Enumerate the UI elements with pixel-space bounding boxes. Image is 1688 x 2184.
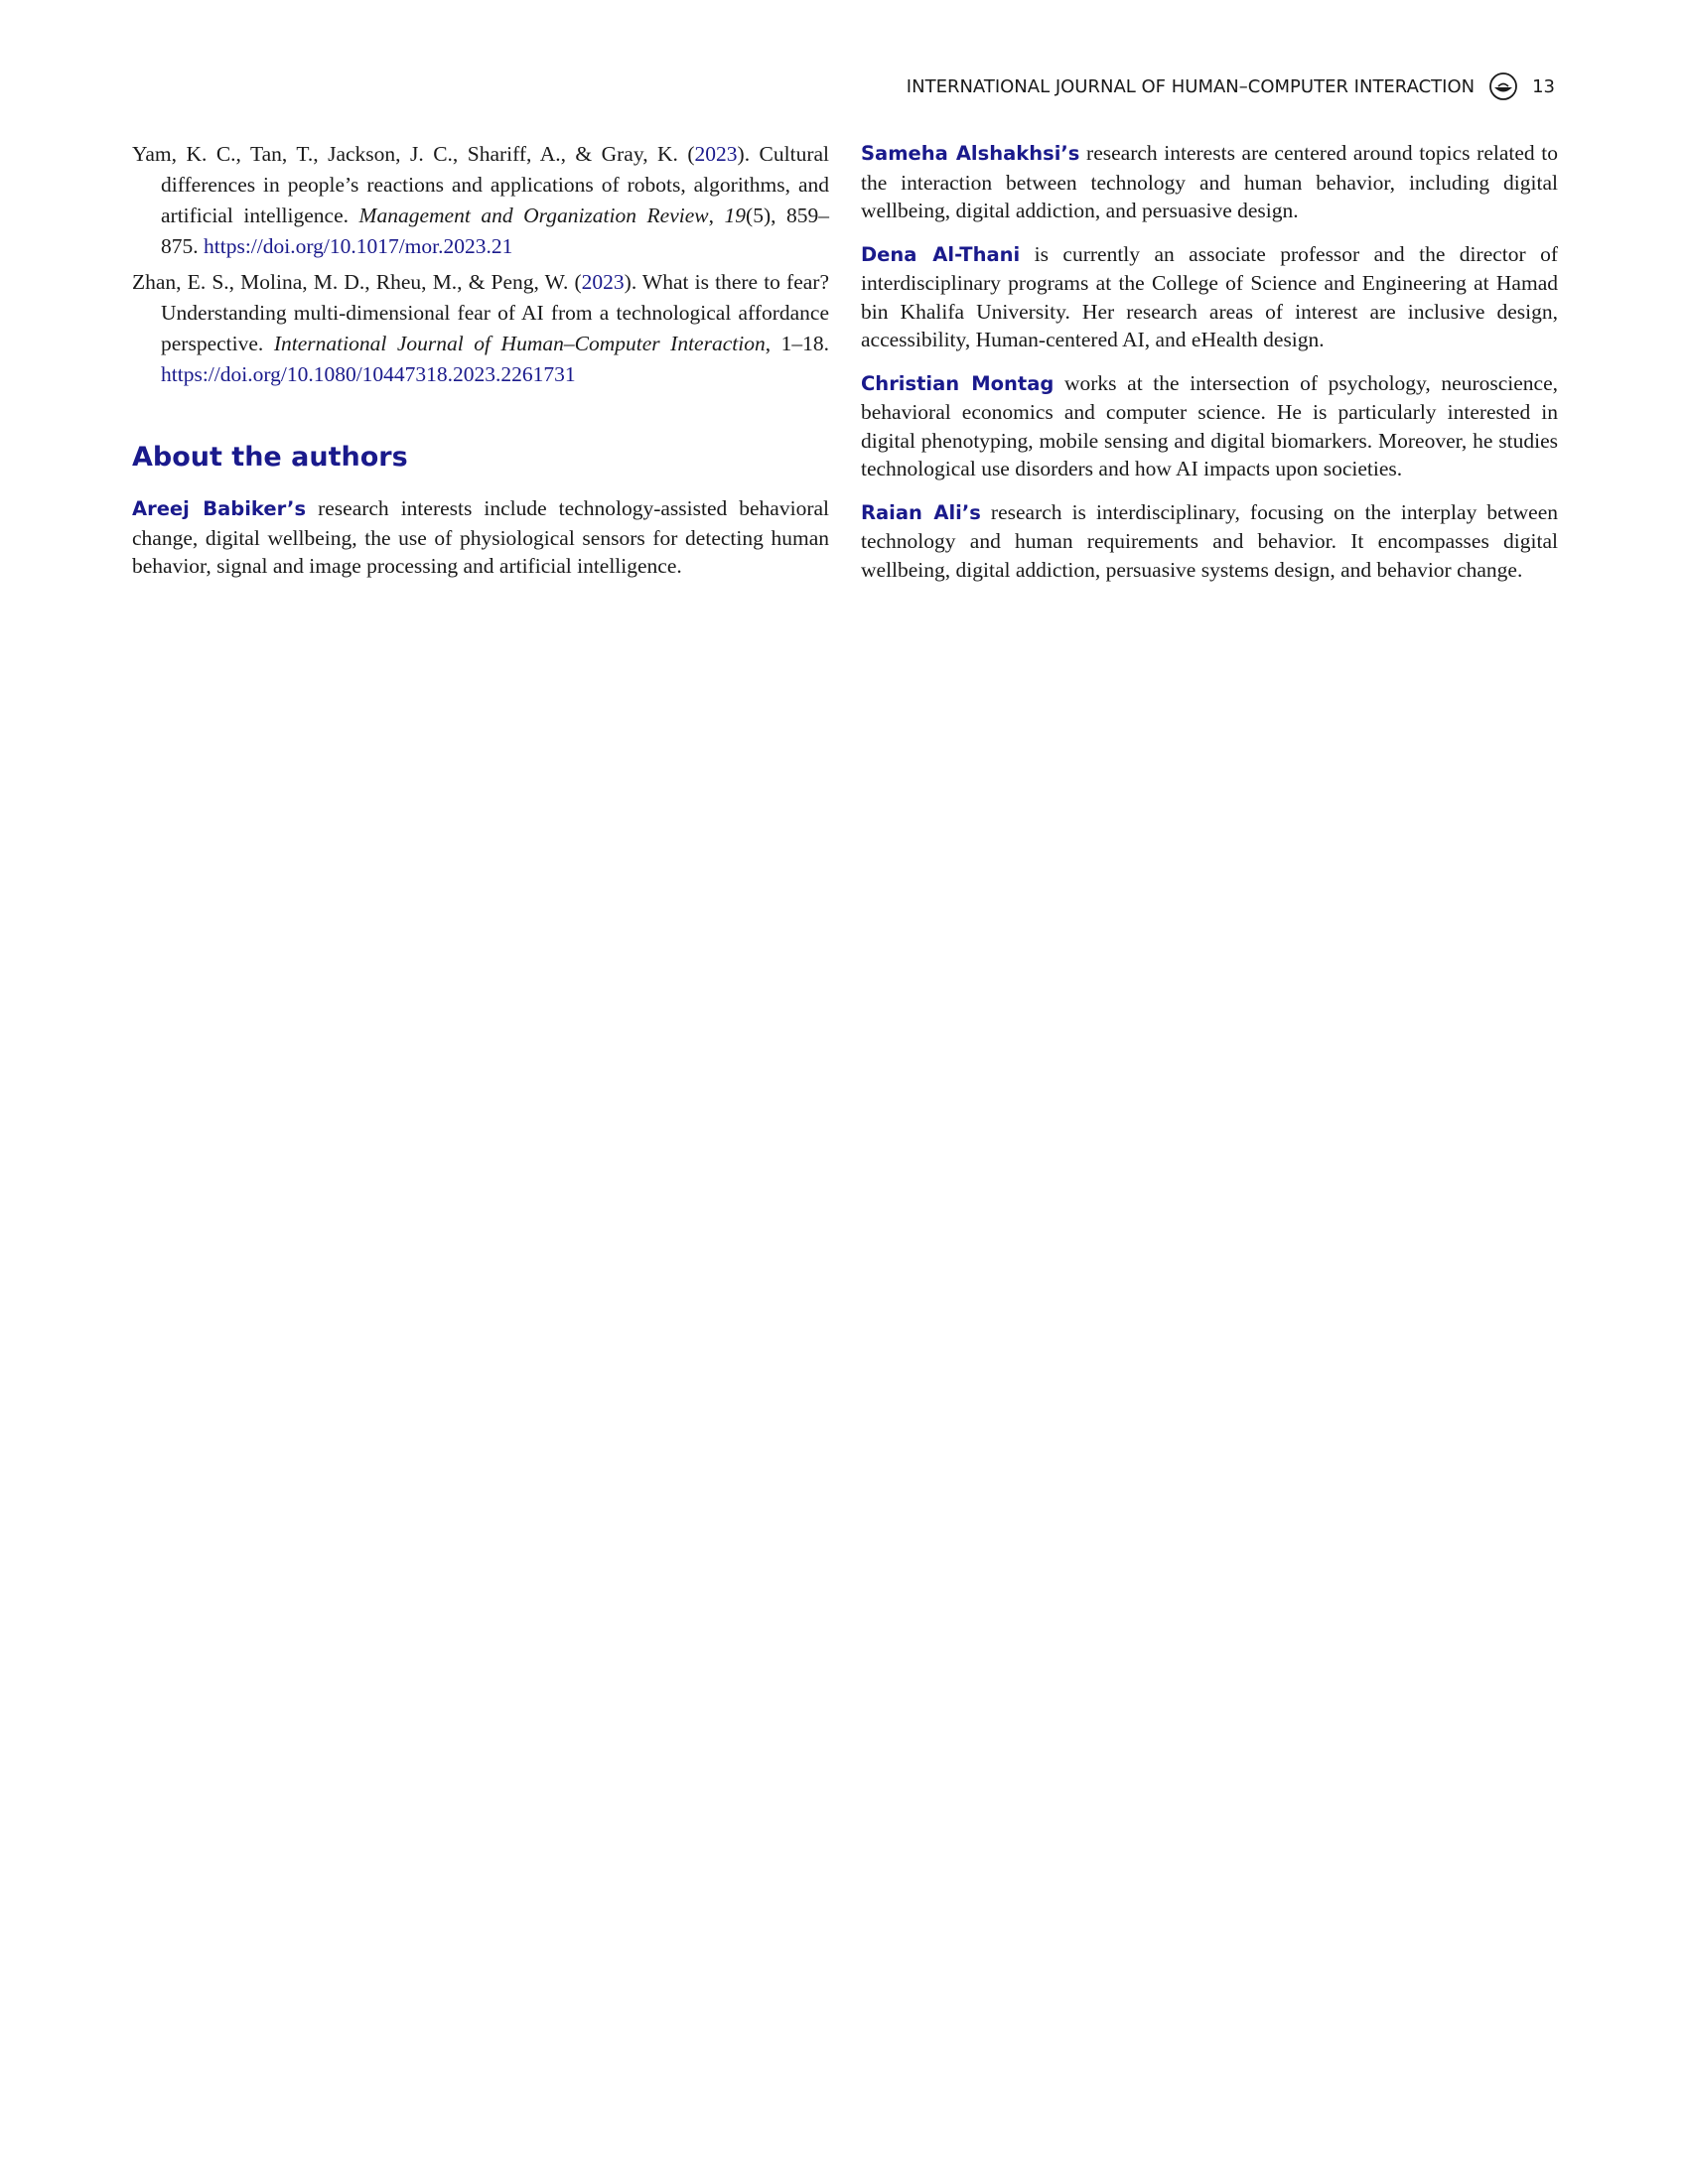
publisher-logo-icon [1488, 71, 1518, 101]
reference-yam: Yam, K. C., Tan, T., Jackson, J. C., Shariff, A., & Gray, K. (2023). Cultural differences in people’s reactions and applications of robots, algorithms, and artificial intelligence. Management and Organization Review, 19(5), 859–875. https://doi.org/10.1017/mor.2023.21 [132, 142, 830, 258]
left-column [132, 139, 829, 596]
page-number: 13 [1532, 75, 1555, 97]
reference-zhan: Zhan, E. S., Molina, M. D., Rheu, M., & Peng, W. (2023). What is there to fear? Understanding multi-dimensional fear of AI from a technological affordance perspective. International Journal of Human–Computer Interaction, 1–18. https://doi.org/10.1080/10447318.2023.2261731 [132, 270, 830, 386]
reference-volume: 19 [724, 204, 747, 227]
author-bio-montag: Christian Montag works at the intersection of psychology, neuroscience, behavioral economics and computer science. He is particularly interested in digital phenotyping, mobile sensing and digital biomarkers. Moreover, he studies technological use disorders and how AI impacts upon societies. [861, 370, 1559, 480]
reference-year-link[interactable]: 2023 [694, 142, 738, 166]
reference-year-link[interactable]: 2023 [581, 270, 625, 294]
author-name: Areej Babiker’s [132, 497, 307, 520]
doi-link[interactable]: https://doi.org/10.1017/mor.2023.21 [204, 234, 513, 258]
author-bio-babiker: Areej Babiker’s research interests include technology-assisted behavioral change, digital wellbeing, the use of physiological sensors for detecting human behavior, signal and image processing and artificial intelligence. [132, 496, 829, 578]
author-bio-alshakhsi: Sameha Alshakhsi’s research interests are centered around topics related to the interaction between technology and human behavior, including digital wellbeing, digital addiction, and persuasive design. [861, 141, 1559, 222]
reference-journal: International Journal of Human–Computer Interaction [273, 332, 766, 355]
section-heading-about-authors: About the authors [132, 442, 408, 473]
author-name: Dena Al-Thani [861, 242, 1021, 266]
author-name: Raian Ali’s [861, 500, 981, 524]
right-column [861, 139, 1558, 599]
reference-journal: Management and Organization Review [358, 204, 709, 227]
journal-title: INTERNATIONAL JOURNAL OF HUMAN–COMPUTER INTERACTION [906, 75, 1476, 97]
running-head [907, 71, 1555, 101]
author-name: Sameha Alshakhsi’s [861, 142, 1080, 165]
author-bio-al-thani: Dena Al-Thani is currently an associate professor and the director of interdisciplinary programs at the College of Science and Engineering at Hamad bin Khalifa University. Her research areas of interest are inclusive design, accessibility, Human-centered AI, and eHealth design. [861, 241, 1558, 351]
author-bio-ali: Raian Ali’s research is interdisciplinary, focusing on the interplay between technology and human requirements and behavior. It encompasses digital wellbeing, digital addiction, persuasive systems design, and behavior change. [861, 499, 1559, 582]
author-name: Christian Montag [861, 371, 1055, 395]
doi-link[interactable]: https://doi.org/10.1080/10447318.2023.2261731 [161, 362, 576, 386]
